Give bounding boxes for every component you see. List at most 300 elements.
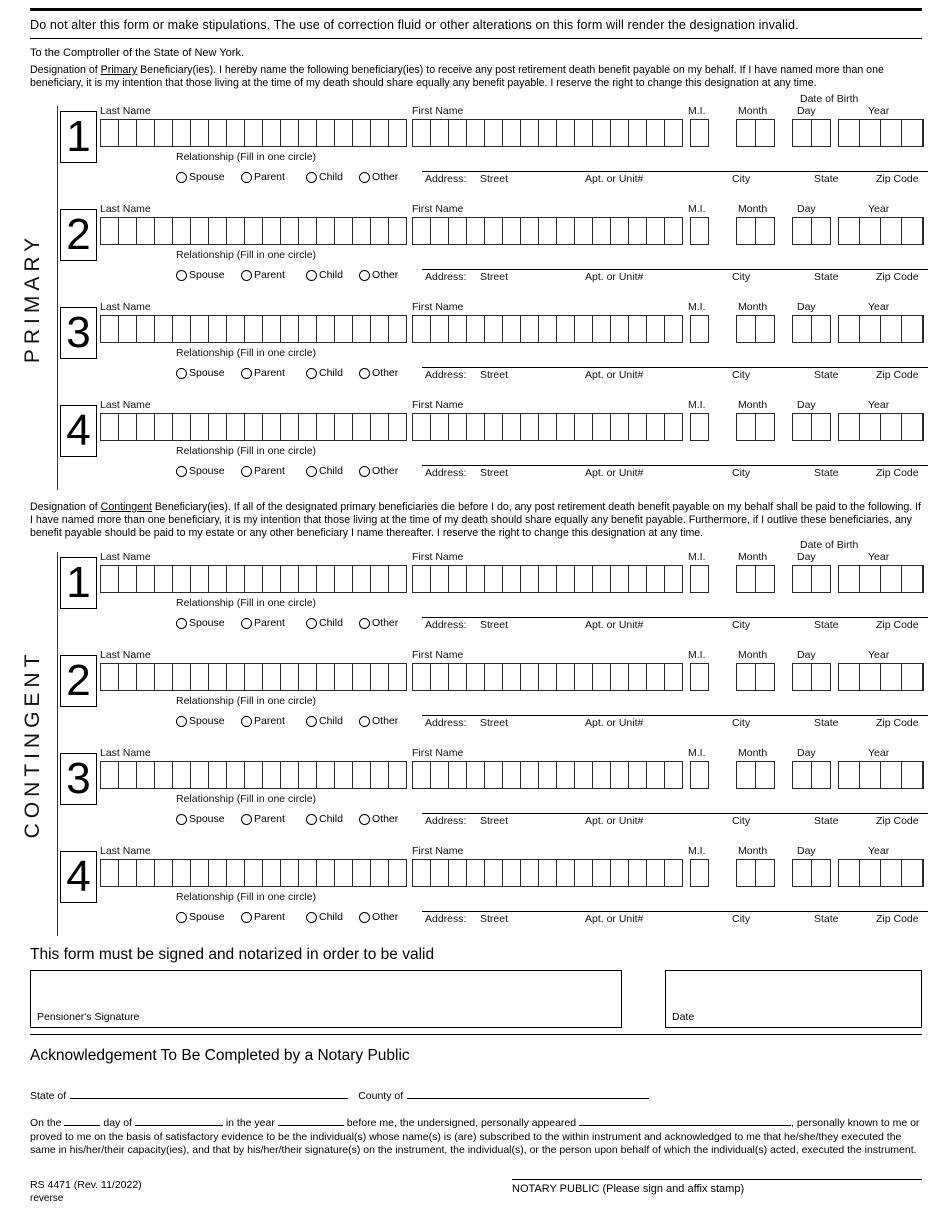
radio-circle-icon[interactable] bbox=[306, 270, 317, 281]
other-radio[interactable] bbox=[359, 813, 398, 825]
address-writing-line[interactable] bbox=[422, 269, 928, 270]
month-label: Month bbox=[738, 845, 768, 857]
intro-rest: Beneficiary(ies). If all of the designated primary beneficiaries die before I do, any post retirement death benefit payable on my behalf shall be paid to the following. If I have named more than one beneficiary, it is my intention that those living at the time of my death should share equally any benefit payable. Furthermore, if I outlive these beneficiaries, any benefit payable should be paid to my estate or any other beneficiary I name thereafter. I reserve the right to change this designation at any time. bbox=[30, 501, 921, 539]
year-label: Year bbox=[868, 105, 890, 117]
month-field[interactable] bbox=[736, 859, 775, 887]
year-label: Year bbox=[868, 845, 890, 857]
mi-label: M.I. bbox=[688, 301, 706, 313]
year-field[interactable] bbox=[838, 859, 924, 887]
month-field[interactable] bbox=[736, 315, 775, 343]
spouse-radio[interactable] bbox=[176, 171, 225, 183]
beneficiary-row bbox=[60, 298, 922, 396]
year-label: Year bbox=[868, 747, 890, 759]
parent-radio[interactable] bbox=[241, 617, 285, 629]
mi-label: M.I. bbox=[688, 649, 706, 661]
date-of-birth-label: Date of Birth bbox=[800, 93, 859, 105]
state-county-row bbox=[30, 1089, 922, 1102]
zip-label: Zip Code bbox=[876, 369, 919, 381]
parent-label: Parent bbox=[254, 171, 285, 183]
spouse-label: Spouse bbox=[189, 171, 225, 183]
state-label: State bbox=[814, 619, 839, 631]
spouse-radio[interactable] bbox=[176, 617, 225, 629]
radio-circle-icon[interactable] bbox=[176, 466, 187, 477]
city-label: City bbox=[732, 173, 751, 185]
state-label: State bbox=[814, 815, 839, 827]
zip-label: Zip Code bbox=[876, 717, 919, 729]
spouse-radio[interactable] bbox=[176, 465, 225, 477]
day-field[interactable] bbox=[792, 859, 831, 887]
section-vertical-rule bbox=[57, 106, 58, 490]
apt-label: Apt. or Unit# bbox=[585, 173, 644, 185]
first-name-label: First Name bbox=[412, 649, 464, 661]
month-field[interactable] bbox=[736, 565, 775, 593]
day-field[interactable] bbox=[792, 565, 831, 593]
radio-circle-icon[interactable] bbox=[241, 618, 252, 629]
spouse-radio[interactable] bbox=[176, 269, 225, 281]
child-label: Child bbox=[319, 367, 343, 379]
day-label: Day bbox=[797, 399, 816, 411]
other-label: Other bbox=[372, 269, 399, 281]
state-label: State bbox=[814, 913, 839, 925]
state-label: State bbox=[814, 173, 839, 185]
sign-and-notarize-notice: This form must be signed and notarized in order to be valid bbox=[30, 946, 435, 963]
street-label: Street bbox=[480, 467, 509, 479]
day-label: Day bbox=[797, 649, 816, 661]
spouse-label: Spouse bbox=[189, 465, 225, 477]
contingent-designation-intro bbox=[30, 501, 922, 540]
other-label: Other bbox=[372, 715, 399, 727]
relationship-label: Relationship (Fill in one circle) bbox=[176, 249, 317, 261]
other-radio[interactable] bbox=[359, 465, 398, 477]
notary-text: in the year bbox=[225, 1117, 275, 1129]
spouse-radio[interactable] bbox=[176, 911, 225, 923]
first-name-field[interactable] bbox=[412, 315, 683, 343]
parent-label: Parent bbox=[254, 465, 285, 477]
child-radio[interactable] bbox=[306, 617, 343, 629]
year-field[interactable] bbox=[838, 565, 924, 593]
first-name-field[interactable] bbox=[412, 413, 683, 441]
intro-prefix: Designation of bbox=[30, 64, 101, 76]
other-radio[interactable] bbox=[359, 269, 398, 281]
contingent-beneficiaries-section bbox=[21, 539, 922, 940]
month-field[interactable] bbox=[736, 413, 775, 441]
day-field[interactable] bbox=[792, 413, 831, 441]
radio-circle-icon[interactable] bbox=[359, 368, 370, 379]
month-field[interactable] bbox=[736, 217, 775, 245]
other-radio[interactable] bbox=[359, 171, 398, 183]
month-field[interactable] bbox=[736, 761, 775, 789]
first-name-field[interactable] bbox=[412, 217, 683, 245]
radio-circle-icon[interactable] bbox=[176, 912, 187, 923]
county-blank-line[interactable] bbox=[407, 1089, 649, 1099]
city-label: City bbox=[732, 815, 751, 827]
relationship-label: Relationship (Fill in one circle) bbox=[176, 793, 317, 805]
radio-circle-icon[interactable] bbox=[306, 466, 317, 477]
mi-field[interactable] bbox=[690, 119, 709, 147]
other-radio[interactable] bbox=[359, 617, 398, 629]
other-radio[interactable] bbox=[359, 715, 398, 727]
notary-text: before me, the undersigned, personally appeared bbox=[346, 1117, 577, 1129]
radio-circle-icon[interactable] bbox=[241, 716, 252, 727]
notary-stamp-label: NOTARY PUBLIC (Please sign and affix stamp) bbox=[512, 1183, 745, 1195]
first-name-field[interactable] bbox=[412, 859, 683, 887]
relationship-label: Relationship (Fill in one circle) bbox=[176, 151, 317, 163]
apt-label: Apt. or Unit# bbox=[585, 369, 644, 381]
address-writing-line[interactable] bbox=[422, 465, 928, 466]
mi-field[interactable] bbox=[690, 413, 709, 441]
radio-circle-icon[interactable] bbox=[359, 466, 370, 477]
row-number: 2 bbox=[60, 209, 97, 261]
child-radio[interactable] bbox=[306, 269, 343, 281]
date-box[interactable] bbox=[665, 970, 922, 1028]
footer-left bbox=[30, 1179, 142, 1204]
year-field[interactable] bbox=[838, 217, 924, 245]
last-name-field[interactable] bbox=[100, 761, 407, 789]
day-field[interactable] bbox=[792, 761, 831, 789]
parent-label: Parent bbox=[254, 715, 285, 727]
street-label: Street bbox=[480, 913, 509, 925]
spouse-label: Spouse bbox=[189, 813, 225, 825]
last-name-field[interactable] bbox=[100, 565, 407, 593]
other-label: Other bbox=[372, 911, 399, 923]
radio-circle-icon[interactable] bbox=[306, 618, 317, 629]
state-blank-line[interactable] bbox=[70, 1089, 348, 1099]
first-name-label: First Name bbox=[412, 551, 464, 563]
mi-field[interactable] bbox=[690, 217, 709, 245]
radio-circle-icon[interactable] bbox=[241, 814, 252, 825]
spouse-label: Spouse bbox=[189, 367, 225, 379]
day-label: Day bbox=[797, 301, 816, 313]
parent-radio[interactable] bbox=[241, 465, 285, 477]
mi-field[interactable] bbox=[690, 565, 709, 593]
last-name-field[interactable] bbox=[100, 859, 407, 887]
other-label: Other bbox=[372, 171, 399, 183]
parent-label: Parent bbox=[254, 617, 285, 629]
parent-radio[interactable] bbox=[241, 911, 285, 923]
parent-label: Parent bbox=[254, 911, 285, 923]
notary-stamp-area[interactable] bbox=[512, 1179, 922, 1195]
page-side-label: reverse bbox=[30, 1193, 64, 1204]
first-name-field[interactable] bbox=[412, 663, 683, 691]
beneficiary-row bbox=[60, 744, 922, 842]
month-label: Month bbox=[738, 551, 768, 563]
street-label: Street bbox=[480, 619, 509, 631]
city-label: City bbox=[732, 271, 751, 283]
city-label: City bbox=[732, 717, 751, 729]
address-writing-line[interactable] bbox=[422, 911, 928, 912]
other-radio[interactable] bbox=[359, 367, 398, 379]
year-field[interactable] bbox=[838, 413, 924, 441]
day-label: Day bbox=[797, 203, 816, 215]
radio-circle-icon[interactable] bbox=[241, 270, 252, 281]
notary-text: , personally known to me or proved to me on the basis of satisfactory evidence to be the individual(s) whose name(s) is (are) subscribed to the within instrument and acknowledged to me that he/she/they executed the same in his/her/their capacity(ies), and that by his/her/their signature(s) on the instrument, the individual(s), or the person upon behalf of which the individual(s) acted, executed the instrument. bbox=[30, 1117, 920, 1156]
mi-field[interactable] bbox=[690, 859, 709, 887]
zip-label: Zip Code bbox=[876, 467, 919, 479]
month-label: Month bbox=[738, 203, 768, 215]
state-label: State bbox=[814, 467, 839, 479]
radio-circle-icon[interactable] bbox=[359, 618, 370, 629]
address-writing-line[interactable] bbox=[422, 367, 928, 368]
month-label: Month bbox=[738, 649, 768, 661]
address-label: Address: bbox=[425, 271, 467, 283]
day-blank-line[interactable] bbox=[64, 1116, 100, 1126]
street-label: Street bbox=[480, 369, 509, 381]
radio-circle-icon[interactable] bbox=[176, 368, 187, 379]
parent-radio[interactable] bbox=[241, 269, 285, 281]
date-label: Date bbox=[672, 1011, 695, 1023]
row-number: 4 bbox=[60, 405, 97, 457]
mi-label: M.I. bbox=[688, 845, 706, 857]
month-label: Month bbox=[738, 747, 768, 759]
day-field[interactable] bbox=[792, 119, 831, 147]
last-name-field[interactable] bbox=[100, 663, 407, 691]
day-label: Day bbox=[797, 845, 816, 857]
row-number: 1 bbox=[60, 111, 97, 163]
other-label: Other bbox=[372, 617, 399, 629]
zip-label: Zip Code bbox=[876, 913, 919, 925]
mi-label: M.I. bbox=[688, 399, 706, 411]
radio-circle-icon[interactable] bbox=[176, 172, 187, 183]
last-name-label: Last Name bbox=[100, 399, 151, 411]
apt-label: Apt. or Unit# bbox=[585, 717, 644, 729]
parent-label: Parent bbox=[254, 269, 285, 281]
street-label: Street bbox=[480, 717, 509, 729]
row-number: 4 bbox=[60, 851, 97, 903]
spouse-radio[interactable] bbox=[176, 715, 225, 727]
beneficiary-row bbox=[60, 200, 922, 298]
alteration-warning: Do not alter this form or make stipulations. The use of correction fluid or other alterations on this form will render the designation invalid. bbox=[30, 18, 799, 32]
first-name-field[interactable] bbox=[412, 565, 683, 593]
city-label: City bbox=[732, 467, 751, 479]
spouse-label: Spouse bbox=[189, 911, 225, 923]
state-label: State bbox=[814, 717, 839, 729]
apt-label: Apt. or Unit# bbox=[585, 619, 644, 631]
beneficiary-row bbox=[60, 396, 922, 494]
appeared-name-blank-line[interactable] bbox=[579, 1116, 791, 1126]
radio-circle-icon[interactable] bbox=[306, 814, 317, 825]
last-name-field[interactable] bbox=[100, 119, 407, 147]
parent-label: Parent bbox=[254, 367, 285, 379]
street-label: Street bbox=[480, 815, 509, 827]
relationship-label: Relationship (Fill in one circle) bbox=[176, 445, 317, 457]
address-label: Address: bbox=[425, 717, 467, 729]
radio-circle-icon[interactable] bbox=[359, 716, 370, 727]
child-radio[interactable] bbox=[306, 813, 343, 825]
street-label: Street bbox=[480, 271, 509, 283]
year-label: Year bbox=[868, 399, 890, 411]
day-label: Day bbox=[797, 105, 816, 117]
child-label: Child bbox=[319, 171, 343, 183]
parent-radio[interactable] bbox=[241, 171, 285, 183]
last-name-label: Last Name bbox=[100, 301, 151, 313]
year-field[interactable] bbox=[838, 663, 924, 691]
apt-label: Apt. or Unit# bbox=[585, 467, 644, 479]
year-field[interactable] bbox=[838, 119, 924, 147]
child-radio[interactable] bbox=[306, 715, 343, 727]
last-name-label: Last Name bbox=[100, 747, 151, 759]
state-label: State bbox=[814, 271, 839, 283]
street-label: Street bbox=[480, 173, 509, 185]
day-field[interactable] bbox=[792, 315, 831, 343]
radio-circle-icon[interactable] bbox=[306, 716, 317, 727]
mi-field[interactable] bbox=[690, 761, 709, 789]
city-label: City bbox=[732, 619, 751, 631]
radio-circle-icon[interactable] bbox=[241, 466, 252, 477]
month-label: Month bbox=[738, 105, 768, 117]
mi-field[interactable] bbox=[690, 663, 709, 691]
first-name-label: First Name bbox=[412, 845, 464, 857]
year-label: Year bbox=[868, 301, 890, 313]
radio-circle-icon[interactable] bbox=[176, 814, 187, 825]
address-label: Address: bbox=[425, 815, 467, 827]
beneficiary-row bbox=[60, 539, 922, 646]
month-label: Month bbox=[738, 399, 768, 411]
zip-label: Zip Code bbox=[876, 815, 919, 827]
first-name-field[interactable] bbox=[412, 119, 683, 147]
other-label: Other bbox=[372, 813, 399, 825]
day-field[interactable] bbox=[792, 217, 831, 245]
intro-prefix: Designation of bbox=[30, 501, 101, 513]
year-field[interactable] bbox=[838, 761, 924, 789]
notary-text: On the bbox=[30, 1117, 62, 1129]
addressee-line: To the Comptroller of the State of New York. bbox=[30, 47, 245, 59]
radio-circle-icon[interactable] bbox=[359, 270, 370, 281]
child-label: Child bbox=[319, 715, 343, 727]
beneficiary-row bbox=[60, 646, 922, 744]
parent-label: Parent bbox=[254, 813, 285, 825]
apt-label: Apt. or Unit# bbox=[585, 913, 644, 925]
relationship-label: Relationship (Fill in one circle) bbox=[176, 597, 317, 609]
child-radio[interactable] bbox=[306, 465, 343, 477]
address-label: Address: bbox=[425, 913, 467, 925]
child-label: Child bbox=[319, 269, 343, 281]
month-blank-line[interactable] bbox=[135, 1116, 223, 1126]
row-number: 2 bbox=[60, 655, 97, 707]
pensioner-signature-label: Pensioner's Signature bbox=[37, 1011, 140, 1023]
primary-section-label: PRIMARY bbox=[21, 232, 44, 364]
primary-beneficiaries-section bbox=[21, 93, 922, 494]
year-label: Year bbox=[868, 551, 890, 563]
last-name-label: Last Name bbox=[100, 105, 151, 117]
notary-acknowledgement-heading: Acknowledgement To Be Completed by a Notary Public bbox=[30, 1047, 410, 1064]
spouse-radio[interactable] bbox=[176, 813, 225, 825]
radio-circle-icon[interactable] bbox=[176, 618, 187, 629]
pensioner-signature-box[interactable] bbox=[30, 970, 622, 1028]
zip-label: Zip Code bbox=[876, 173, 919, 185]
city-label: City bbox=[732, 913, 751, 925]
year-field[interactable] bbox=[838, 315, 924, 343]
apt-label: Apt. or Unit# bbox=[585, 815, 644, 827]
mi-field[interactable] bbox=[690, 315, 709, 343]
first-name-label: First Name bbox=[412, 747, 464, 759]
radio-circle-icon[interactable] bbox=[359, 814, 370, 825]
notary-text: day of bbox=[103, 1117, 132, 1129]
spouse-label: Spouse bbox=[189, 715, 225, 727]
radio-circle-icon[interactable] bbox=[241, 172, 252, 183]
parent-radio[interactable] bbox=[241, 715, 285, 727]
relationship-label: Relationship (Fill in one circle) bbox=[176, 891, 317, 903]
address-writing-line[interactable] bbox=[422, 715, 928, 716]
month-field[interactable] bbox=[736, 663, 775, 691]
radio-circle-icon[interactable] bbox=[241, 368, 252, 379]
form-number: RS 4471 (Rev. 11/2022) bbox=[30, 1179, 142, 1191]
month-field[interactable] bbox=[736, 119, 775, 147]
radio-circle-icon[interactable] bbox=[306, 368, 317, 379]
city-label: City bbox=[732, 369, 751, 381]
radio-circle-icon[interactable] bbox=[359, 172, 370, 183]
row-number: 3 bbox=[60, 753, 97, 805]
state-of-label: State of bbox=[30, 1090, 67, 1102]
mi-label: M.I. bbox=[688, 203, 706, 215]
other-radio[interactable] bbox=[359, 911, 398, 923]
first-name-label: First Name bbox=[412, 301, 464, 313]
intro-rest: Beneficiary(ies). I hereby name the following beneficiary(ies) to receive any post retirement death benefit payable on my behalf. If I have named more than one beneficiary, it is my intention that those living at the time of my death should share equally any benefit payable. I reserve the right to change this designation at any time. bbox=[30, 64, 884, 89]
child-radio[interactable] bbox=[306, 367, 343, 379]
last-name-label: Last Name bbox=[100, 551, 151, 563]
warning-bottom-rule bbox=[30, 38, 922, 39]
year-label: Year bbox=[868, 649, 890, 661]
radio-circle-icon[interactable] bbox=[306, 912, 317, 923]
contingent-section-label: CONTINGENT bbox=[21, 649, 44, 839]
day-label: Day bbox=[797, 551, 816, 563]
child-radio[interactable] bbox=[306, 911, 343, 923]
county-of-label: County of bbox=[358, 1090, 404, 1102]
address-writing-line[interactable] bbox=[422, 617, 928, 618]
row-number: 3 bbox=[60, 307, 97, 359]
year-blank-line[interactable] bbox=[278, 1116, 344, 1126]
last-name-field[interactable] bbox=[100, 413, 407, 441]
mi-label: M.I. bbox=[688, 747, 706, 759]
page-footer bbox=[30, 1179, 922, 1204]
child-label: Child bbox=[319, 465, 343, 477]
child-label: Child bbox=[319, 813, 343, 825]
address-writing-line[interactable] bbox=[422, 813, 928, 814]
spouse-radio[interactable] bbox=[176, 367, 225, 379]
section-vertical-rule bbox=[57, 552, 58, 936]
child-label: Child bbox=[319, 617, 343, 629]
address-label: Address: bbox=[425, 619, 467, 631]
address-label: Address: bbox=[425, 369, 467, 381]
last-name-field[interactable] bbox=[100, 217, 407, 245]
address-label: Address: bbox=[425, 173, 467, 185]
signature-bottom-rule bbox=[30, 1034, 922, 1035]
parent-radio[interactable] bbox=[241, 367, 285, 379]
first-name-label: First Name bbox=[412, 105, 464, 117]
spouse-label: Spouse bbox=[189, 269, 225, 281]
intro-primary-word: Primary bbox=[100, 64, 138, 76]
zip-label: Zip Code bbox=[876, 619, 919, 631]
primary-designation-intro bbox=[30, 64, 922, 90]
apt-label: Apt. or Unit# bbox=[585, 271, 644, 283]
child-radio[interactable] bbox=[306, 171, 343, 183]
radio-circle-icon[interactable] bbox=[176, 716, 187, 727]
last-name-label: Last Name bbox=[100, 203, 151, 215]
zip-label: Zip Code bbox=[876, 271, 919, 283]
last-name-field[interactable] bbox=[100, 315, 407, 343]
address-writing-line[interactable] bbox=[422, 171, 928, 172]
state-label: State bbox=[814, 369, 839, 381]
day-field[interactable] bbox=[792, 663, 831, 691]
child-label: Child bbox=[319, 911, 343, 923]
radio-circle-icon[interactable] bbox=[241, 912, 252, 923]
radio-circle-icon[interactable] bbox=[176, 270, 187, 281]
row-number: 1 bbox=[60, 557, 97, 609]
radio-circle-icon[interactable] bbox=[306, 172, 317, 183]
parent-radio[interactable] bbox=[241, 813, 285, 825]
beneficiary-row bbox=[60, 93, 922, 200]
first-name-field[interactable] bbox=[412, 761, 683, 789]
radio-circle-icon[interactable] bbox=[359, 912, 370, 923]
